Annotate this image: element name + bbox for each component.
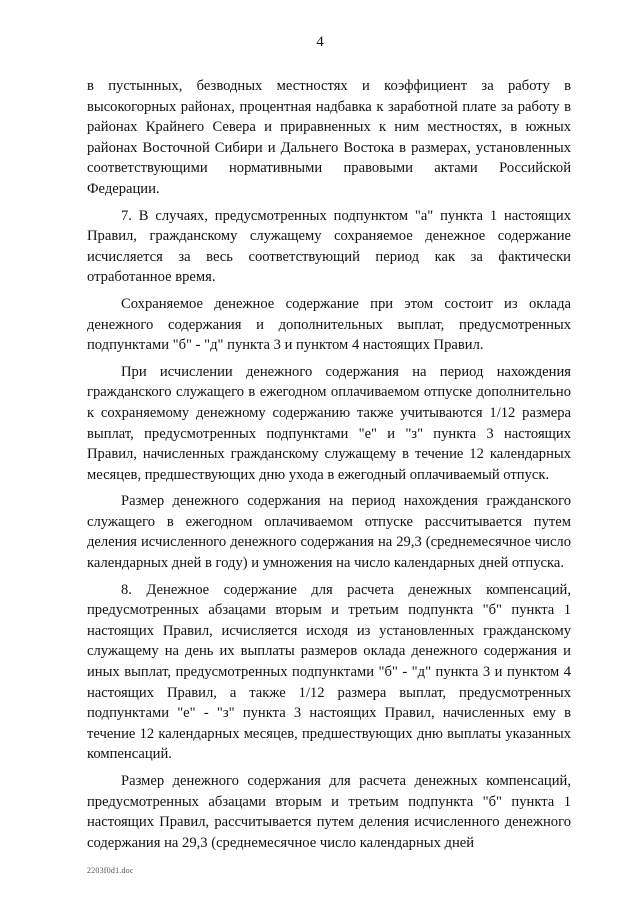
- paragraph-item-7: 7. В случаях, предусмотренных подпунктом "а" пункта 1 настоящих Правил, гражданскому служащему сохраняемое денежное содержание исчисляется за весь соответствующий период как за фактически отработанное время.: [87, 207, 571, 286]
- page-number: 4: [316, 34, 324, 50]
- paragraph-item-8: 8. Денежное содержание для расчета денежных компенсаций, предусмотренных абзацами вторым и третьим подпункта "б" пункта 1 настоящих Правил, исчисляется исходя из установленных гражданскому служащему на день их выплаты размеров оклада денежного содержания и иных выплат, предусмотренных подпунктами "б" - "д" пункта 3 и пунктом 4 настоящих Правил, а также 1/12 размера выплат, предусмотренных подпунктами "е" - "з" пункта 3 настоящих Правил, начисленных ему в течение 12 календарных месяцев, предшествующих дню выплаты указанных компенсаций.: [87, 581, 571, 763]
- paragraph-saved-salary: Сохраняемое денежное содержание при этом состоит из оклада денежного содержания и дополнительных выплат, предусмотренных подпунктами "б" - "д" пункта 3 и пунктом 4 настоящих Правил.: [87, 295, 571, 354]
- paragraph-compensation-size: Размер денежного содержания для расчета денежных компенсаций, предусмотренных абзацами вторым и третьим подпункта "б" пункта 1 настоящих Правил, рассчитывается путем деления исчисленного денежного содержания на 29,3 (среднемесячное число календарных дней: [87, 773, 571, 851]
- paragraph-continuation: в пустынных, безводных местностях и коэффициент за работу в высокогорных районах, процентная надбавка к заработной плате за работу в районах Крайнего Севера и приравненных к ним местностях, в южных районах Восточной Сибири и Дальнего Востока в размерах, установленных соответствующими нормативными правовыми актами Российской Федерации.: [87, 78, 571, 197]
- paragraph-vacation-size: Размер денежного содержания на период нахождения гражданского служащего в ежегодном оплачиваемом отпуске рассчитывается путем деления исчисленного денежного содержания на 29,3 (среднемесячное число календарных дней в году) и умножения на число календарных дней отпуска.: [87, 493, 571, 572]
- footer-file-code: 2203f0d1.doc: [87, 866, 134, 875]
- document-body: [87, 76, 571, 859]
- paragraph-vacation-calculation: При исчислении денежного содержания на период нахождения гражданского служащего в ежегодном оплачиваемом отпуске дополнительно к сохраняемому денежному содержанию также учитываются 1/12 размера выплат, предусмотренных подпунктами "е" и "з" пункта 3 настоящих Правил, начисленных гражданскому служащему в течение 12 календарных месяцев, предшествующих дню ухода в ежегодный оплачиваемый отпуск.: [87, 363, 571, 483]
